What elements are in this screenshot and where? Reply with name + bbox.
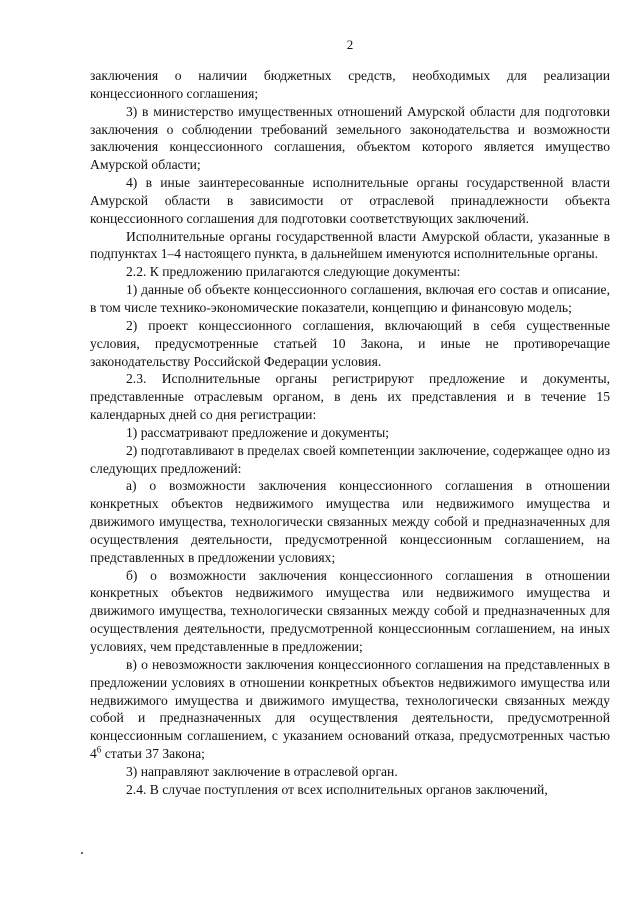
paragraph-2-4: 2.4. В случае поступления от всех исполнительных органов заключений, bbox=[126, 781, 548, 797]
paragraph-item-4-other-bodies: 4) в иные заинтересованные исполнительные органы государственной власти Амурской области в зависимости от отраслевой принадлежности объекта концессионного соглашения для подготовки соответствующих заключений. bbox=[90, 175, 610, 226]
option-v-text: в) о невозможности заключения концессионного соглашения на представленных в предложении условиях в отношении конкретных объектов недвижимого имущества или недвижимого имущества и движимого имущества, технологически связанных между собой и предназначенных для осуществления деятельности, предусмотренной концессионным соглашением, с указанием оснований отказа, предусмотренных частью 4 bbox=[90, 656, 610, 762]
footnote-superscript: 6 bbox=[96, 744, 102, 755]
option-v-tail: статьи 37 Закона; bbox=[101, 746, 205, 762]
document-page bbox=[90, 36, 610, 799]
paragraph-option-b: б) о возможности заключения концессионного соглашения в отношении конкретных объектов недвижимого имущества или недвижимого имущества и движимого имущества, технологически связанных между собой и предназначенных для осуществления деятельности, предусмотренной концессионным соглашением, на иных условиях, чем представленные в предложении; bbox=[90, 567, 610, 654]
scan-speck bbox=[81, 852, 83, 854]
paragraph-executive-bodies: Исполнительные органы государственной власти Амурской области, указанные в подпунктах 1–4 настоящего пункта, в дальнейшем именуются исполнительные органы. bbox=[90, 228, 610, 262]
paragraph-option-a: а) о возможности заключения концессионного соглашения в отношении конкретных объектов недвижимого имущества или недвижимого имущества и движимого имущества, технологически связанных между собой и предназначенных для осуществления деятельности, предусмотренной концессионным соглашением, на представленных в предложении условиях; bbox=[90, 478, 610, 565]
paragraph-budget-conclusion: заключения о наличии бюджетных средств, необходимых для реализации концессионного соглашения; bbox=[90, 68, 610, 101]
paragraph-2-3-item-3: 3) направляют заключение в отраслевой орган. bbox=[126, 763, 398, 779]
paragraph-item-3-ministry: 3) в министерство имущественных отношений Амурской области для подготовки заключения о соблюдении требований земельного законодательства и возможности заключения концессионного соглашения, объектом которого является имущество Амурской области; bbox=[90, 103, 610, 173]
paragraph-option-v bbox=[90, 656, 610, 763]
paragraph-2-2-item-1: 1) данные об объекте концессионного соглашения, включая его состав и описание, в том числе технико-экономические показатели, концепцию и финансовую модель; bbox=[90, 282, 610, 315]
page-number: 2 bbox=[346, 37, 354, 52]
paragraph-2-3-item-2: 2) подготавливают в пределах своей компетенции заключение, содержащее одно из следующих предложений: bbox=[90, 442, 610, 476]
paragraph-2-2-heading: 2.2. К предложению прилагаются следующие документы: bbox=[126, 264, 461, 280]
paragraph-2-3: 2.3. Исполнительные органы регистрируют предложение и документы, представленные отраслевым органом, в день их представления и в течение 15 календарных дней со дня регистрации: bbox=[90, 371, 610, 423]
paragraph-2-3-item-1: 1) рассматривают предложение и документы; bbox=[126, 424, 390, 440]
paragraph-2-2-item-2: 2) проект концессионного соглашения, включающий в себя существенные условия, предусмотренные статьей 10 Закона, и иные не противоречащие законодательству Российской Федерации условия. bbox=[90, 317, 610, 369]
